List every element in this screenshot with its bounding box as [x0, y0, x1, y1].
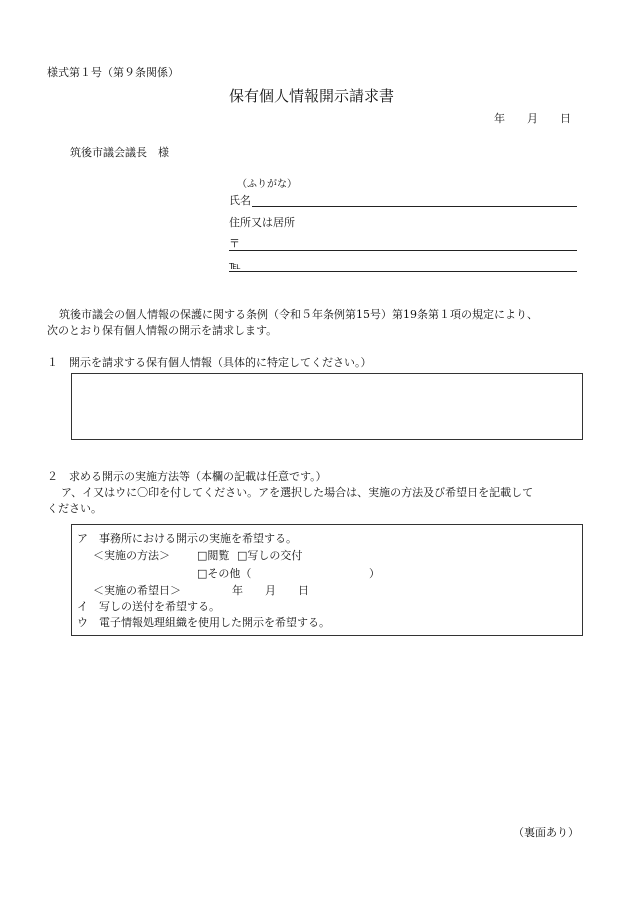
section-1-heading: １ 開示を請求する保有個人情報（具体的に特定してください。） [47, 356, 372, 369]
address-field[interactable] [229, 237, 577, 251]
intro-line-1: 筑後市議会の個人情報の保護に関する条例（令和５年条例第15号）第19条第１項の規定により、 [59, 308, 538, 321]
method-view-checkbox[interactable]: □閲覧 [197, 549, 230, 562]
option-u[interactable]: ウ 電子情報処理組織を使用した開示を希望する。 [77, 616, 330, 629]
date-line[interactable]: 年 月 日 [494, 112, 571, 125]
disclosure-method-box [71, 524, 583, 636]
section-2-heading: ２ 求める開示の実施方法等（本欄の記載は任意です。） [47, 470, 327, 483]
furigana-label: （ふりがな） [237, 179, 297, 190]
requested-info-box[interactable] [71, 373, 583, 440]
method-other-checkbox[interactable]: □その他（ [197, 567, 252, 580]
tel-mark: ℡ [229, 259, 241, 272]
name-field[interactable] [252, 193, 577, 207]
preferred-date[interactable]: 年 月 日 [232, 584, 309, 597]
method-label: ＜実施の方法＞ [93, 549, 170, 562]
address-label: 住所又は居所 [229, 216, 295, 229]
section-2-instruction-2: ください。 [47, 502, 102, 515]
postal-mark: 〒 [229, 237, 240, 250]
option-i[interactable]: イ 写しの送付を希望する。 [77, 600, 220, 613]
section-2-instruction-1: ア、イ又はウに〇印を付してください。アを選択した場合は、実施の方法及び希望日を記載して [61, 486, 534, 499]
form-number: 様式第１号（第９条関係） [47, 66, 179, 79]
name-label: 氏名 [229, 194, 251, 207]
back-note: （裏面あり） [513, 826, 579, 839]
method-copy-checkbox[interactable]: □写しの交付 [237, 549, 303, 562]
method-other-close: ） [369, 567, 380, 580]
page-title: 保有個人情報開示請求書 [229, 87, 395, 105]
intro-line-2: 次のとおり保有個人情報の開示を請求します。 [47, 324, 278, 337]
date-label: ＜実施の希望日＞ [93, 584, 181, 597]
tel-field[interactable] [229, 258, 577, 272]
addressee: 筑後市議会議長 様 [70, 146, 169, 159]
option-a[interactable]: ア 事務所における開示の実施を希望する。 [77, 532, 297, 545]
